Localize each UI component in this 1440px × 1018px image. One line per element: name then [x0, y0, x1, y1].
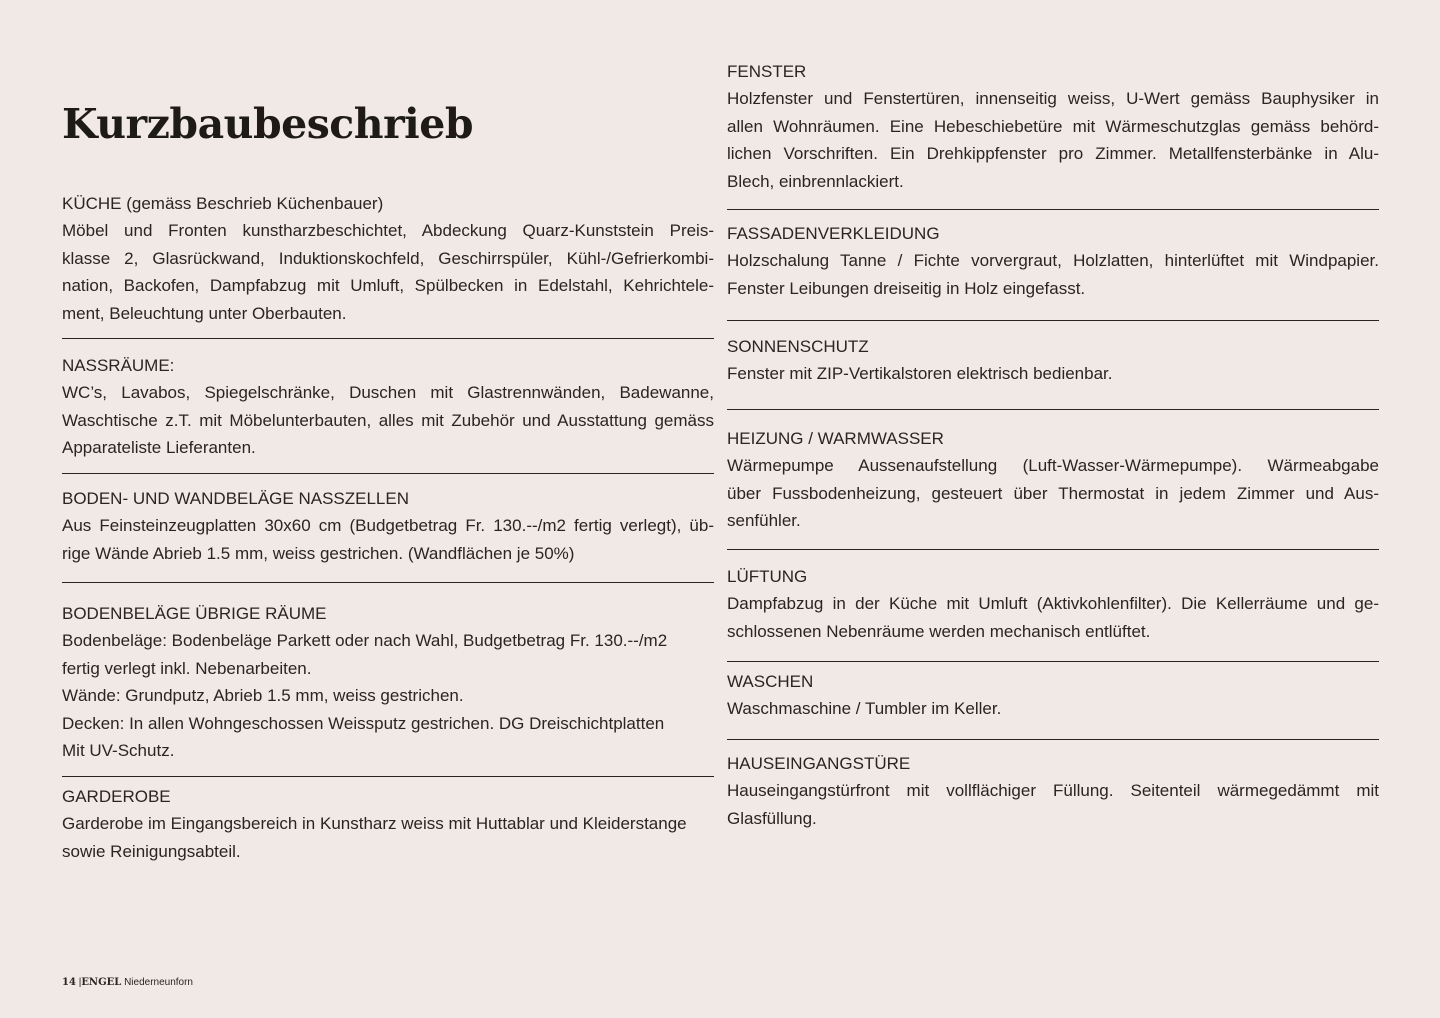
body-line: WC’s, Lavabos, Spiegelschränke, Duschen mit Glastrennwänden, Badewanne, [62, 383, 714, 403]
divider [727, 320, 1379, 321]
section-body [62, 379, 714, 461]
section-body [62, 512, 714, 567]
body-line: Holzschalung Tanne / Fichte vorvergraut, Holzlatten, hinterlüftet mit Windpapier. [727, 251, 1379, 271]
footer-brand: ENGEL [81, 977, 122, 988]
section-waschen [727, 668, 1379, 723]
divider [727, 409, 1379, 410]
section-garderobe [62, 783, 714, 865]
body-line: Apparateliste Lieferanten. [62, 438, 256, 458]
section-lueftung [727, 563, 1379, 645]
divider [62, 776, 714, 777]
body-line: klasse 2, Glasrückwand, Induktionskochfeld, Geschirrspüler, Kühl-/Gefrierkombi- [62, 248, 714, 268]
body-line: Möbel und Fronten kunstharzbeschichtet, Abdeckung Quarz-Kunststein Preis- [62, 221, 714, 241]
section-body [62, 810, 714, 865]
section-body [727, 85, 1379, 195]
body-line: Wärmepumpe Aussenaufstellung (Luft-Wasser-Wärmepumpe). Wärmeabgabe [727, 456, 1379, 476]
section-boden-wandbelaege [62, 485, 714, 567]
section-bodenbelaege-uebrige [62, 600, 714, 764]
body-line: Fenster Leibungen dreiseitig in Holz eingefasst. [727, 278, 1086, 298]
section-heading: GARDEROBE [62, 787, 171, 806]
section-nassraeume [62, 352, 714, 462]
section-body [727, 777, 1379, 832]
section-heading: BODENBELÄGE ÜBRIGE RÄUME [62, 604, 327, 623]
body-line: sowie Reinigungsabteil. [62, 841, 241, 861]
section-body [62, 217, 714, 327]
section-heizung-warmwasser [727, 425, 1379, 535]
section-heading: WASCHEN [727, 672, 814, 691]
section-sonnenschutz [727, 333, 1379, 388]
right-column [727, 0, 1379, 1018]
body-line: senfühler. [727, 511, 801, 531]
body-line: Dampfabzug in der Küche mit Umluft (Aktivkohlenfilter). Die Kellerräume und ge- [727, 594, 1379, 614]
section-kueche [62, 190, 714, 327]
page-footer [62, 977, 193, 988]
section-body [727, 695, 1379, 722]
body-line: Mit UV-Schutz. [62, 741, 175, 761]
body-line: allen Wohnräumen. Eine Hebeschiebetüre mit Wärmeschutzglas gemäss behörd- [727, 116, 1379, 136]
body-line: Glasfüllung. [727, 808, 817, 828]
body-line: über Fussbodenheizung, gesteuert über Thermostat in jedem Zimmer und Aus- [727, 483, 1379, 503]
divider [62, 582, 714, 583]
divider [62, 473, 714, 474]
section-body [727, 247, 1379, 302]
body-line: Waschtische z.T. mit Möbelunterbauten, alles mit Zubehör und Ausstattung gemäss [62, 410, 714, 430]
body-line: lichen Vorschriften. Ein Drehkippfenster pro Zimmer. Metallfensterbänke in Alu- [727, 144, 1379, 164]
section-heading: NASSRÄUME: [62, 356, 175, 375]
page-title: Kurzbaubeschrieb [62, 100, 474, 148]
page-number: 14 [62, 977, 76, 988]
divider [727, 549, 1379, 550]
body-line: ment, Beleuchtung unter Oberbauten. [62, 303, 347, 323]
body-line: schlossenen Nebenräume werden mechanisch entlüftet. [727, 621, 1151, 641]
section-fassadenverkleidung [727, 220, 1379, 302]
body-line: Wände: Grundputz, Abrieb 1.5 mm, weiss gestrichen. [62, 686, 464, 706]
left-column [62, 0, 714, 1018]
footer-separator: | [78, 977, 82, 988]
divider [727, 209, 1379, 210]
body-line: Holzfenster und Fenstertüren, innenseitig weiss, U-Wert gemäss Bauphysiker in [727, 89, 1379, 109]
body-line: Garderobe im Eingangsbereich in Kunstharz weiss mit Huttablar und Kleiderstange [62, 814, 687, 834]
footer-project: Niederneunforn [124, 977, 193, 988]
section-hauseingangstuere [727, 750, 1379, 832]
section-heading: HAUSEINGANGSTÜRE [727, 754, 911, 773]
body-line: Hauseingangstürfront mit vollflächiger Füllung. Seitenteil wärmegedämmt mit [727, 781, 1379, 801]
body-line: nation, Backofen, Dampfabzug mit Umluft, Spülbecken in Edelstahl, Kehrichtele- [62, 276, 714, 296]
section-fenster [727, 58, 1379, 195]
section-body [727, 360, 1379, 387]
body-line: Decken: In allen Wohngeschossen Weissputz gestrichen. DG Dreischichtplatten [62, 713, 665, 733]
body-line: Waschmaschine / Tumbler im Keller. [727, 699, 1002, 719]
section-heading: LÜFTUNG [727, 567, 808, 586]
section-body [727, 590, 1379, 645]
divider [727, 739, 1379, 740]
section-heading: FENSTER [727, 62, 807, 81]
body-line: rige Wände Abrieb 1.5 mm, weiss gestrichen. (Wandflächen je 50%) [62, 543, 575, 563]
divider [727, 661, 1379, 662]
section-body [727, 452, 1379, 534]
section-heading: KÜCHE (gemäss Beschrieb Küchenbauer) [62, 194, 384, 213]
body-line: Fenster mit ZIP-Vertikalstoren elektrisch bedienbar. [727, 364, 1113, 384]
section-body [62, 627, 714, 764]
section-heading: FASSADENVERKLEIDUNG [727, 224, 940, 243]
body-line: Blech, einbrennlackiert. [727, 171, 904, 191]
section-heading: BODEN- UND WANDBELÄGE NASSZELLEN [62, 489, 409, 508]
body-line: fertig verlegt inkl. Nebenarbeiten. [62, 658, 312, 678]
divider [62, 338, 714, 339]
body-line: Aus Feinsteinzeugplatten 30x60 cm (Budgetbetrag Fr. 130.--/m2 fertig verlegt), üb- [62, 516, 714, 536]
section-heading: HEIZUNG / WARMWASSER [727, 429, 944, 448]
body-line: Bodenbeläge: Bodenbeläge Parkett oder nach Wahl, Budgetbetrag Fr. 130.--/m2 [62, 631, 668, 651]
section-heading: SONNENSCHUTZ [727, 337, 869, 356]
